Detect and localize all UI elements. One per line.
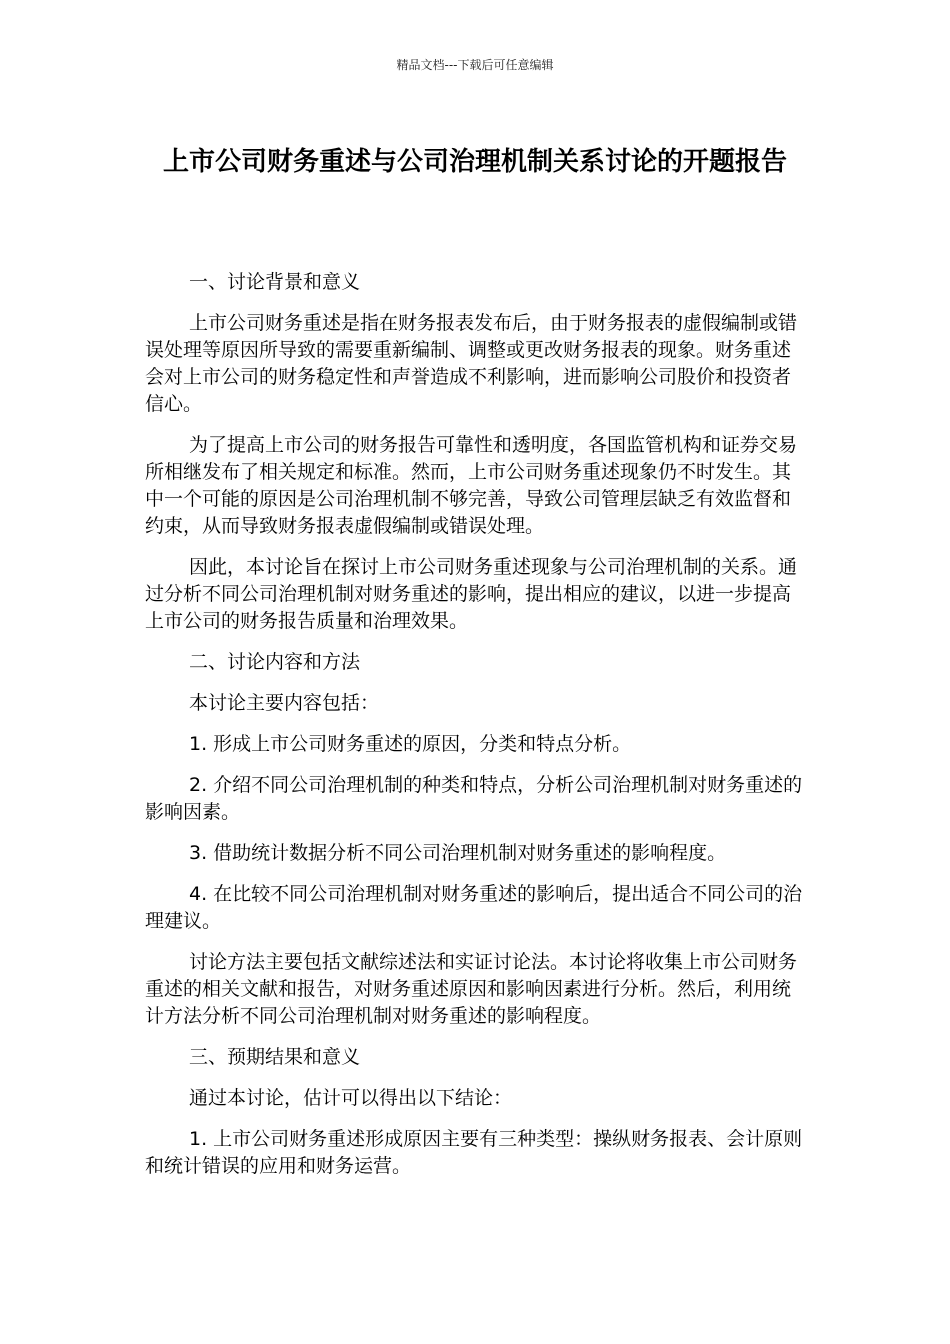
list-item-1: 1. 形成上市公司财务重述的原因，分类和特点分析。 [189,733,632,755]
paragraph-results-intro: 通过本讨论，估计可以得出以下结论： [189,1087,513,1109]
paragraph-regulation: 为了提高上市公司的财务报告可靠性和透明度，各国监管机构和证券交易所相继发布了相关规定和标准。然而，上市公司财务重述现象仍不时发生。其中一个可能的原因是公司治理机制不够完善，导致公司管理层缺乏有效监督和约束，从而导致财务报表虚假编制或错误处理。 [145,434,798,537]
paragraph-definition: 上市公司财务重述是指在财务报表发布后，由于财务报表的虚假编制或错误处理等原因所导致的需要重新编制、调整或更改财务报表的现象。财务重述会对上市公司的财务稳定性和声誉造成不利影响，进而影响公司股价和投资者信心。 [145,312,798,415]
section-heading-content-method: 二、讨论内容和方法 [189,651,361,673]
document-title: 上市公司财务重述与公司治理机制关系讨论的开题报告 [162,147,787,177]
page-header: 精品文档---下载后可任意编辑 [396,58,554,72]
list-item-4: 4. 在比较不同公司治理机制对财务重述的影响后，提出适合不同公司的治理建议。 [145,883,803,932]
list-item-3: 3. 借助统计数据分析不同公司治理机制对财务重述的影响程度。 [189,842,727,864]
document-body [145,269,807,1194]
section-heading-results: 三、预期结果和意义 [189,1046,361,1068]
section-heading-background: 一、讨论背景和意义 [189,271,361,293]
result-item-1: 1. 上市公司财务重述形成原因主要有三种类型：操纵财务报表、会计原则和统计错误的应用和财务运营。 [145,1128,803,1177]
paragraph-method: 讨论方法主要包括文献综述法和实证讨论法。本讨论将收集上市公司财务重述的相关文献和报告，对财务重述原因和影响因素进行分析。然后，利用统计方法分析不同公司治理机制对财务重述的影响程度。 [145,951,798,1027]
paragraph-content-intro: 本讨论主要内容包括： [189,692,380,714]
paragraph-purpose: 因此，本讨论旨在探讨上市公司财务重述现象与公司治理机制的关系。通过分析不同公司治理机制对财务重述的影响，提出相应的建议，以进一步提高上市公司的财务报告质量和治理效果。 [145,556,798,632]
list-item-2: 2. 介绍不同公司治理机制的种类和特点，分析公司治理机制对财务重述的影响因素。 [145,774,803,823]
